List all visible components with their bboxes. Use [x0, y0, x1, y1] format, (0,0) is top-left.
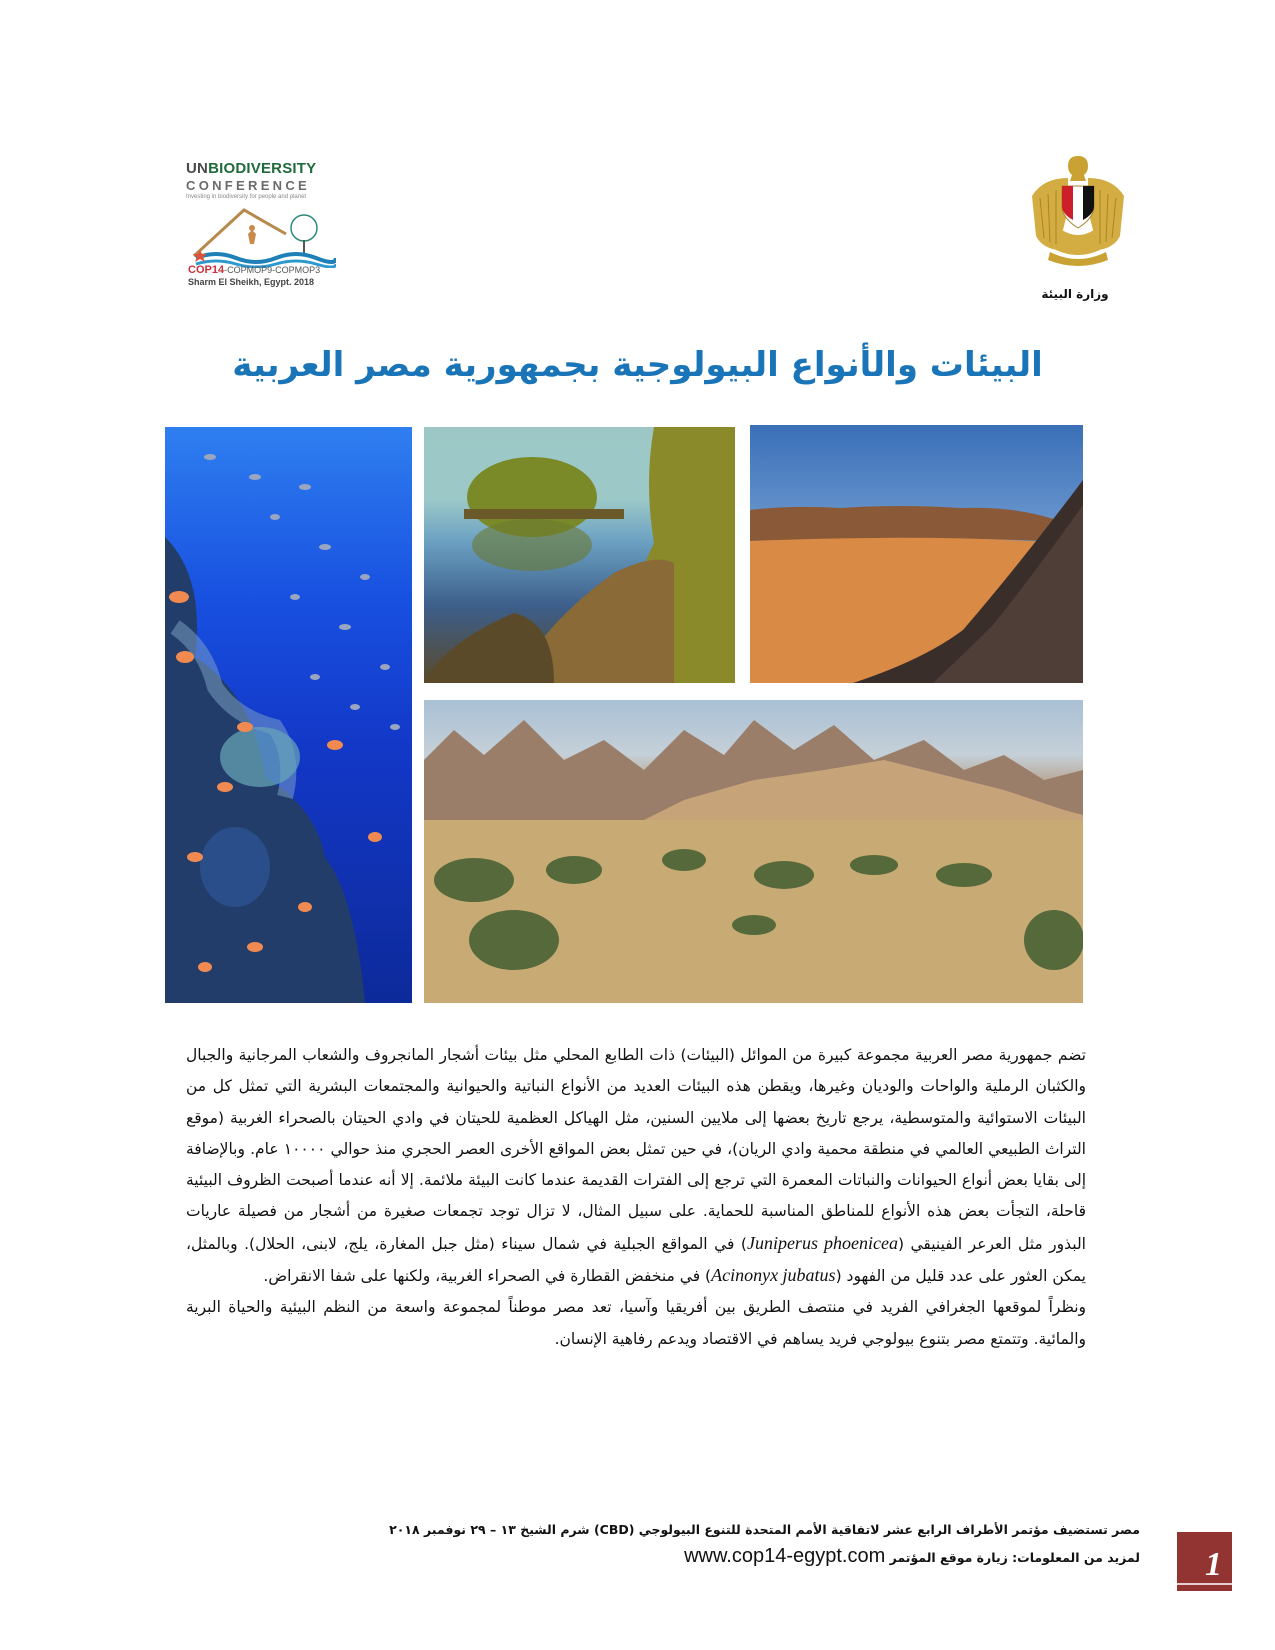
egypt-eagle-emblem-icon: [1028, 148, 1128, 273]
body-text: [186, 1040, 1086, 1355]
desert-illustration: [750, 425, 1083, 683]
page-number: 1: [1205, 1546, 1222, 1583]
coral-reef-illustration: [165, 427, 412, 1003]
paragraph-2: ونظراً لموقعها الجغرافي الفريد في منتصف الطريق بين أفريقيا وآسيا، تعد مصر موطناً لمجموعة واسعة من النظم البيئية والحياة البرية والمائية. وتتمتع مصر بتنوع بيولوجي فريد يساهم في الاقتصاد ويدعم رفاهية الإنسان.: [186, 1298, 1086, 1348]
logo-line1: UNBIODIVERSITY: [186, 160, 317, 177]
species-juniperus: Juniperus phoenicea: [746, 1232, 898, 1253]
cop-logo-art-icon: [186, 204, 336, 268]
ministry-of-environment-caption: وزارة البيئة: [1041, 287, 1109, 301]
mangrove-illustration: [424, 427, 735, 683]
logo-line2: CONFERENCE: [186, 178, 311, 193]
cop14-logo: [186, 160, 336, 292]
mountains-illustration: [424, 700, 1083, 1003]
mountains-photo: [424, 700, 1083, 1003]
logo-event: COP14-COPMOP9-COPMOP3: [188, 264, 321, 276]
footer-conference-line: مصر تستضيف مؤتمر الأطراف الرابع عشر لاتفاقية الأمم المتحدة للتنوع البيولوجي (CBD) شرم الشيخ ١٣ – ٢٩ نوفمبر ٢٠١٨: [389, 1522, 1140, 1537]
logo-location: Sharm El Sheikh, Egypt. 2018: [188, 277, 315, 287]
paragraph-1: تضم جمهورية مصر العربية مجموعة كبيرة من الموائل (البيئات) ذات الطابع المحلي مثل بيئات أشجار المانجروف والشعاب المرجانية والجبال والكثبان الرملية والواحات والوديان وغيرها، ويقطن هذه البيئات العديد من الأنواع النباتية والحيوانية والمجتمعات البشرية التي تمثل كل من البيئات الاستوائية والمتوسطية، يرجع تاريخ بعضها إلى ملايين السنين، مثل الهياكل العظمية للحيتان في وادي الحيتان بالصحراء الغربية (موقع التراث الطبيعي العالمي في منطقة محمية وادي الريان)، في حين تمثل بعض المواقع الأخرى العصر الحجري منذ حوالي ١٠٠٠٠ عام. وبالإضافة إلى بقايا بعض أنواع الحيوانات والنباتات المعمرة التي ترجع إلى الفترات القديمة عندما كانت البيئة ملائمة. إلا أنه عندما أصبحت الظروف البيئية قاحلة، التجأت بعض هذه الأنواع للمناطق المناسبة للحماية. على سبيل المثال، لا تزال توجد تجمعات صغيرة من أشجار من فصيلة عاريات البذور مثل العرعر الفينيقي (Juniperus phoenicea) في المواقع الجبلية في شمال سيناء (مثل جبل المغارة، يلج، لابنى، الحلال). وبالمثل، يمكن العثور على عدد قليل من الفهود (Acinonyx jubatus) في منخفض القطارة في الصحراء الغربية، ولكنها على شفا الانقراض.: [186, 1046, 1086, 1286]
page-title: البيئات والأنواع البيولوجية بجمهورية مصر العربية: [232, 345, 1043, 385]
footer-info-line: [380, 1545, 1140, 1568]
coral-reef-photo: [165, 427, 412, 1003]
logo-tagline: Investing in biodiversity for people and planet: [186, 194, 307, 200]
footer-url-link[interactable]: www.cop14-egypt.com: [684, 1545, 886, 1567]
page-number-box: [1177, 1532, 1232, 1591]
species-acinonyx: Acinonyx jubatus: [711, 1265, 836, 1286]
mangrove-photo: [424, 427, 735, 683]
footer-info-label: لمزيد من المعلومات: زيارة موقع المؤتمر: [889, 1550, 1140, 1565]
desert-photo: [750, 425, 1083, 683]
